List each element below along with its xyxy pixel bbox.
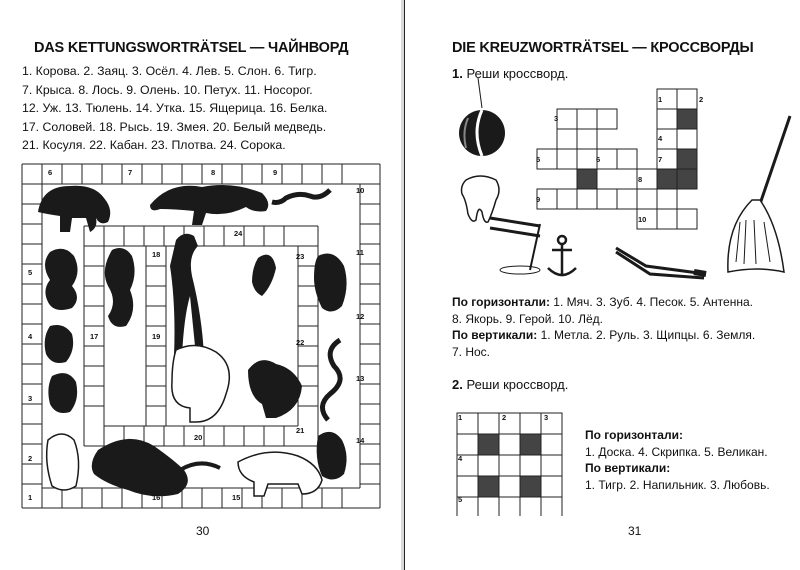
moose-icon <box>248 360 302 418</box>
crossword-cell <box>478 434 499 455</box>
task-2-clues <box>585 427 770 493</box>
crossword-1-number: 10 <box>638 215 647 224</box>
crossword-cell <box>557 149 577 169</box>
crossword-1-number: 6 <box>596 155 601 164</box>
cell-number: 21 <box>296 426 305 435</box>
crossword-cell <box>657 209 677 229</box>
pliers-icon <box>616 248 706 278</box>
crossword-cell <box>577 169 597 189</box>
down-clues-continued: 7. Нос. <box>452 344 491 359</box>
cow-icon <box>47 434 79 490</box>
crossword-cell <box>577 189 597 209</box>
cell-number: 17 <box>90 332 99 341</box>
crossword-cell <box>677 209 697 229</box>
tongs-icon <box>490 218 540 274</box>
snake-icon <box>272 190 330 203</box>
cell-number: 7 <box>128 168 133 177</box>
tooth-icon <box>462 176 500 222</box>
page-number: 30 <box>196 524 210 538</box>
ball-icon <box>459 110 505 156</box>
tiger-icon <box>150 185 268 225</box>
cell-number: 19 <box>152 332 161 341</box>
right-page <box>408 0 800 570</box>
crossword-cell <box>499 455 520 476</box>
crossword-cell <box>541 434 562 455</box>
left-page-title: DAS KETTUNGSWORTRÄTSEL — ЧАЙНВОРД <box>34 40 349 56</box>
task-2-number: 2. <box>452 377 463 392</box>
gutter-line <box>404 0 405 570</box>
down-clues: 1. Тигр. 2. Напильник. 3. Любовь. <box>585 477 770 492</box>
down-label: По вертикали: <box>452 328 538 342</box>
crossword-cell <box>541 455 562 476</box>
cell-number: 4 <box>28 332 33 341</box>
crossword-cell <box>557 189 577 209</box>
dog-icon <box>45 325 73 363</box>
cell-number: 23 <box>296 252 305 261</box>
task-1-clues <box>452 294 755 360</box>
crossword-cell <box>677 109 697 129</box>
crossword-cell <box>457 434 478 455</box>
page-number: 31 <box>628 524 642 538</box>
crossword-1-number: 2 <box>699 95 704 104</box>
crossword-cell <box>677 149 697 169</box>
word-line: 12. Уж. 13. Тюлень. 14. Утка. 15. Ящерица. 16. Белка. <box>22 101 328 116</box>
crossword-1-number: 9 <box>536 195 541 204</box>
crossword-2-number: 3 <box>544 413 549 422</box>
crossword-1-number: 5 <box>536 155 541 164</box>
crossword-cell <box>541 497 562 516</box>
cell-number: 11 <box>356 248 364 257</box>
task-1-text: Реши кроссворд. <box>466 66 569 81</box>
task-1-number: 1. <box>452 66 463 81</box>
cell-number: 9 <box>273 168 278 177</box>
crossword-cell <box>520 455 541 476</box>
cell-number: 16 <box>152 493 161 502</box>
crossword-cell <box>520 413 541 434</box>
crossword-2-number: 2 <box>502 413 507 422</box>
crossword-cell <box>657 169 677 189</box>
crossword-cell <box>520 476 541 497</box>
bird-icon <box>252 255 276 296</box>
crossword-cell <box>577 149 597 169</box>
crossword-cell <box>478 455 499 476</box>
cell-number: 8 <box>211 168 216 177</box>
down-clues: 1. Метла. 2. Руль. 3. Щипцы. 6. Земля. <box>537 328 756 342</box>
crossword-cell <box>597 109 617 129</box>
crossword-1-number: 4 <box>658 134 663 143</box>
crossword-1-number: 8 <box>638 175 643 184</box>
word-line: 21. Косуля. 22. Кабан. 23. Плотва. 24. Сорока. <box>22 138 286 153</box>
cell-number: 6 <box>48 168 53 177</box>
cell-number: 2 <box>28 454 33 463</box>
cell-number: 10 <box>356 186 365 195</box>
cell-number: 13 <box>356 374 365 383</box>
across-clues: 1. Мяч. 3. Зуб. 4. Песок. 5. Антенна. <box>549 295 753 309</box>
down-label: По вертикали: <box>585 461 671 475</box>
cell-number: 22 <box>296 338 305 347</box>
crossword-cell <box>457 476 478 497</box>
crossword-cell <box>478 497 499 516</box>
lizard-icon <box>180 463 220 470</box>
crossword-cell <box>557 129 577 149</box>
crossword-2-number: 4 <box>458 454 463 463</box>
cell-number: 20 <box>194 433 203 442</box>
across-clues: 1. Доска. 4. Скрипка. 5. Великан. <box>585 444 768 459</box>
crossword-cell <box>637 189 657 209</box>
crossword-cell <box>499 434 520 455</box>
crossword-2-number: 5 <box>458 495 463 504</box>
task-2-text: Реши кроссворд. <box>466 377 569 392</box>
boar-icon <box>314 254 347 312</box>
crossword-cell <box>499 476 520 497</box>
cat-icon <box>48 373 77 413</box>
elephant-icon <box>38 186 110 232</box>
rhino-icon <box>238 452 322 496</box>
crossword-cell <box>677 129 697 149</box>
lion-icon <box>45 249 78 310</box>
crossword-cell <box>541 476 562 497</box>
crossword-cell <box>657 189 677 209</box>
deer-icon <box>170 234 204 356</box>
broom-icon <box>728 116 790 272</box>
crossword-cell <box>577 109 597 129</box>
rooster-icon <box>317 432 347 480</box>
cell-number: 24 <box>234 229 243 238</box>
crossword-cell <box>597 189 617 209</box>
crossword-cell <box>478 476 499 497</box>
crossword-2-grid <box>456 412 568 516</box>
cell-number: 3 <box>28 394 33 403</box>
cell-number: 12 <box>356 312 365 321</box>
crossword-cell <box>520 497 541 516</box>
crossword-2-number: 1 <box>458 413 463 422</box>
crossword-1-number: 7 <box>658 155 663 164</box>
crossword-cell <box>617 149 637 169</box>
right-page-title: DIE KREUZWORTRÄTSEL — КРОССВОРДЫ <box>452 40 754 56</box>
crossword-cell <box>520 434 541 455</box>
word-line: 1. Корова. 2. Заяц. 3. Осёл. 4. Лев. 5. Слон. 6. Тигр. <box>22 64 317 78</box>
polar-bear-icon <box>172 345 230 422</box>
crossword-1-number: 1 <box>658 95 663 104</box>
cell-number: 14 <box>356 436 365 445</box>
pointer-line <box>478 78 482 108</box>
task-2-heading <box>452 377 568 392</box>
crossword-cell <box>677 169 697 189</box>
squirrel-icon <box>105 248 135 327</box>
across-label: По горизонтали: <box>452 295 550 309</box>
word-line: 17. Соловей. 18. Рысь. 19. Змея. 20. Белый медведь. <box>22 119 327 134</box>
crossword-cell <box>617 189 637 209</box>
crossword-1-number: 3 <box>554 114 559 123</box>
word-line: 7. Крыса. 8. Лось. 9. Олень. 10. Петух. 11. Носорог. <box>22 82 313 97</box>
cell-number: 15 <box>232 493 241 502</box>
across-clues-continued: 8. Якорь. 9. Герой. 10. Лёд. <box>452 311 603 326</box>
crossword-cell <box>577 129 597 149</box>
across-label: По горизонтали: <box>585 428 683 442</box>
snake-right-icon <box>322 340 340 420</box>
crossword-cell <box>677 89 697 109</box>
crossword-cell <box>478 413 499 434</box>
cell-number: 1 <box>28 493 33 502</box>
crossword-cell <box>557 109 577 129</box>
crossword-cell <box>499 497 520 516</box>
cell-number: 5 <box>28 268 33 277</box>
crossword-cell <box>657 109 677 129</box>
crossword-1-grid <box>536 88 736 248</box>
cell-number: 18 <box>152 250 161 259</box>
